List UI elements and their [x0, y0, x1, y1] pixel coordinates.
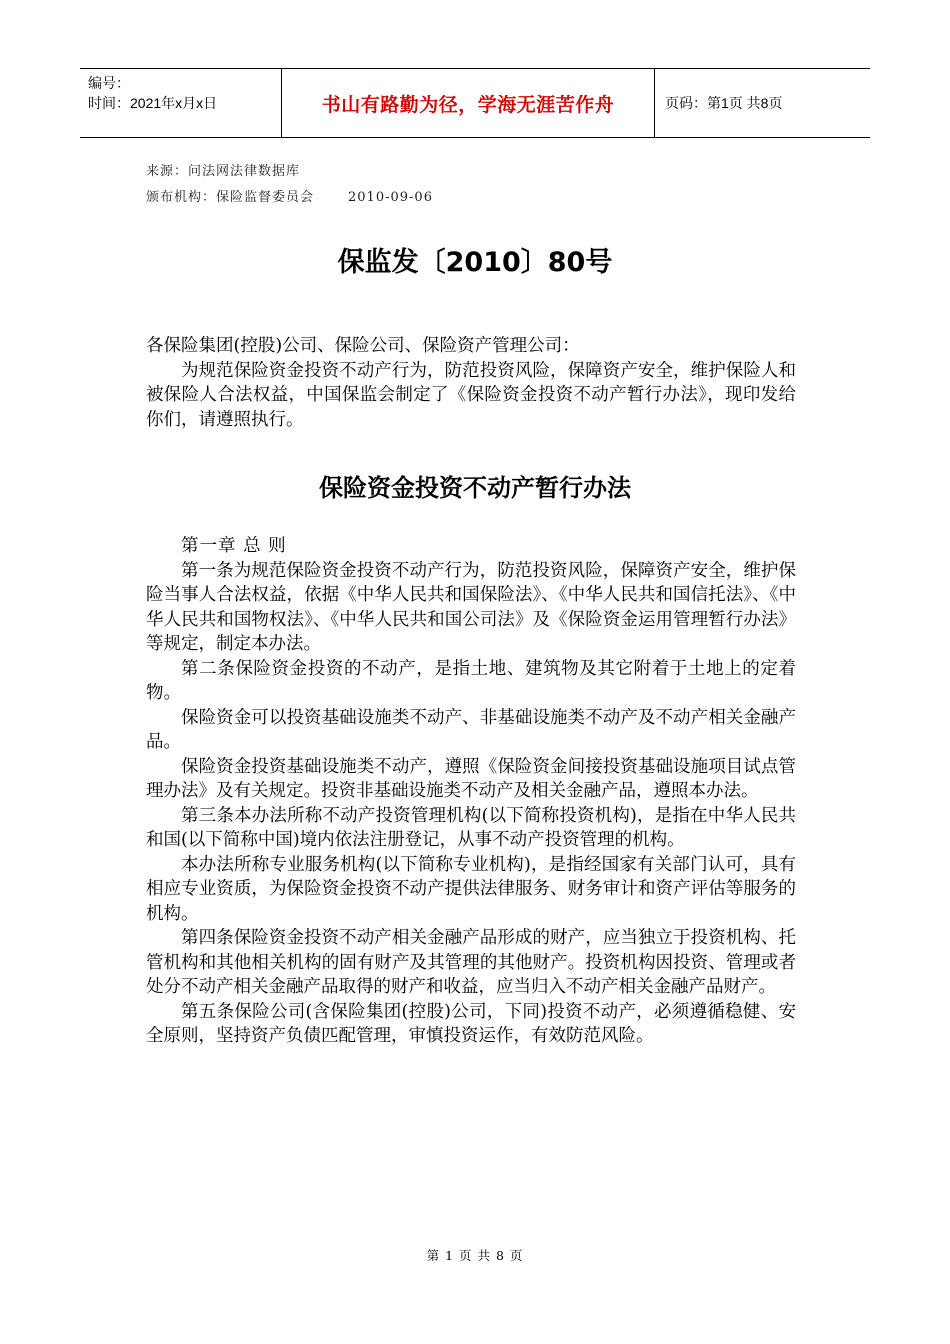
- article-paragraph: 第五条保险公司(含保险集团(控股)公司，下同)投资不动产，必须遵循稳健、安全原则，坚持资产负债匹配管理，审慎投资运作，有效防范风险。: [146, 1001, 796, 1046]
- time-label: 时间：2021年x月x日: [88, 95, 218, 111]
- article-paragraph: 保险资金可以投资基础设施类不动产、非基础设施类不动产及不动产相关金融产品。: [146, 707, 796, 752]
- article-paragraph: 第三条本办法所称不动产投资管理机构(以下简称投资机构)，是指在中华人民共和国(以下简称中国)境内依法注册登记，从事不动产投资管理的机构。: [146, 805, 796, 850]
- page-header: [80, 68, 870, 138]
- page-footer: 第 1 页 共 8 页: [426, 1248, 524, 1263]
- article-paragraph: 第四条保险资金投资不动产相关金融产品形成的财产，应当独立于投资机构、托管机构和其他相关机构的固有财产及其管理的其他财产。投资机构因投资、管理或者处分不动产相关金融产品取得的财产和收益，应当归入不动产相关金融产品财产。: [146, 928, 796, 997]
- document-number: 保监发〔2010〕80号: [337, 247, 613, 278]
- law-body: [146, 534, 796, 1049]
- article-paragraph: 第一条为规范保险资金投资不动产行为，防范投资风险，保障资产安全，维护保险当事人合法权益，依据《中华人民共和国保险法》、《中华人民共和国信托法》、《中华人民共和国物权法》、《中华人民共和国公司法》及《保险资金运用管理暂行办法》等规定，制定本办法。: [146, 560, 796, 654]
- publisher: 颁布机构：保险监督委员会: [146, 190, 315, 205]
- header-info-cell: [80, 69, 282, 137]
- article-paragraph: 本办法所称专业服务机构(以下简称专业机构)，是指经国家有关部门认可，具有相应专业资质，为保险资金投资不动产提供法律服务、财务审计和资产评估等服务的机构。: [146, 854, 796, 924]
- notice-body: 为规范保险资金投资不动产行为，防范投资风险，保障资产安全，维护保险人和被保险人合法权益，中国保监会制定了《保险资金投资不动产暂行办法》，现印发给你们，请遵照执行。: [146, 360, 796, 430]
- header-motto: 书山有路勤为径，学海无涯苦作舟: [282, 69, 655, 137]
- header-page-info: 页码：第1页 共8页: [665, 95, 783, 111]
- chapter-heading: 第一章 总 则: [181, 536, 287, 556]
- article-paragraph: 第二条保险资金投资的不动产，是指土地、建筑物及其它附着于土地上的定着物。: [146, 658, 796, 703]
- source-line: 来源：问法网法律数据库: [146, 164, 301, 179]
- article-paragraph: 保险资金投资基础设施类不动产，遵照《保险资金间接投资基础设施项目试点管理办法》及有关规定。投资非基础设施类不动产及相关金融产品，遵照本办法。: [146, 756, 796, 801]
- publisher-line: [146, 186, 433, 205]
- notice-section: [146, 334, 796, 432]
- law-title: 保险资金投资不动产暂行办法: [319, 474, 631, 502]
- notice-addressee: 各保险集团(控股)公司、保险公司、保险资产管理公司：: [146, 336, 580, 356]
- publish-date: 2010-09-06: [348, 190, 433, 205]
- number-label: 编号：: [88, 75, 130, 91]
